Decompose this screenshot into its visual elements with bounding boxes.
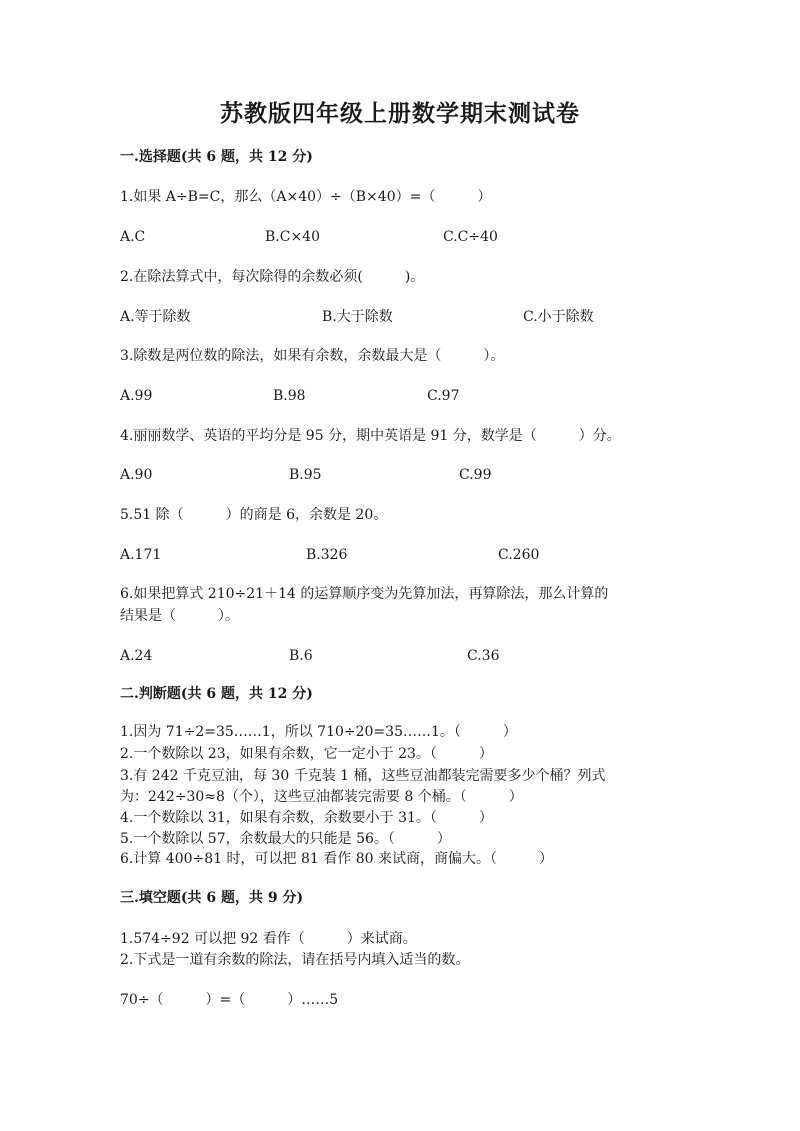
judgment-line: 4.一个数除以 31，如果有余数，余数要小于 31。（ ） bbox=[120, 810, 493, 826]
question-stem: 1.如果 A÷B=C，那么（A×40）÷（B×40）=（ ） bbox=[120, 189, 492, 205]
option-a: A.24 bbox=[120, 648, 153, 664]
section-heading-judgment: 二.判断题(共 6 题，共 12 分) bbox=[120, 686, 313, 702]
page-title: 苏教版四年级上册数学期末测试卷 bbox=[220, 100, 580, 127]
option-b: B.326 bbox=[306, 547, 348, 563]
question-stem-line: 结果是（ ）。 bbox=[120, 608, 239, 624]
option-b: B.95 bbox=[289, 467, 322, 483]
option-b: B.6 bbox=[289, 648, 313, 664]
division-equation: 70÷（ ）=（ ）……5 bbox=[120, 992, 339, 1008]
question-stem: 4.丽丽数学、英语的平均分是 95 分，期中英语是 91 分，数学是（ ）分。 bbox=[120, 428, 621, 444]
option-c: C.99 bbox=[459, 467, 492, 483]
section-heading-choice: 一.选择题(共 6 题，共 12 分) bbox=[120, 149, 313, 165]
option-b: B.C×40 bbox=[265, 229, 320, 245]
fill-line: 2.下式是一道有余数的除法，请在括号内填入适当的数。 bbox=[120, 952, 470, 968]
question-stem: 3.除数是两位数的除法，如果有余数，余数最大是（ ）。 bbox=[120, 348, 505, 364]
judgment-line: 为：242÷30≈8（个），这些豆油都装完需要 8 个桶。（ ） bbox=[120, 789, 523, 805]
section-heading-fill: 三.填空题(共 6 题，共 9 分) bbox=[120, 890, 304, 906]
judgment-line: 2.一个数除以 23，如果有余数，它一定小于 23。（ ） bbox=[120, 746, 493, 762]
judgment-line: 1.因为 71÷2=35……1，所以 710÷20=35……1。（ ） bbox=[120, 724, 517, 740]
judgment-line: 5.一个数除以 57，余数最大的只能是 56。（ ） bbox=[120, 831, 451, 847]
option-c: C.小于除数 bbox=[523, 309, 594, 325]
option-c: C.260 bbox=[498, 547, 540, 563]
option-a: A.90 bbox=[120, 467, 153, 483]
question-stem-line: 6.如果把算式 210÷21＋14 的运算顺序变为先算加法，再算除法，那么计算的 bbox=[120, 586, 609, 602]
question-stem: 5.51 除（ ）的商是 6，余数是 20。 bbox=[120, 507, 388, 523]
question-stem: 2.在除法算式中，每次除得的余数必须( )。 bbox=[120, 269, 425, 285]
option-a: A.171 bbox=[120, 547, 162, 563]
option-c: C.C÷40 bbox=[443, 229, 498, 245]
option-c: C.36 bbox=[467, 648, 500, 664]
fill-line: 1.574÷92 可以把 92 看作（ ）来试商。 bbox=[120, 931, 417, 947]
option-a: A.99 bbox=[120, 388, 153, 404]
option-a: A.C bbox=[120, 229, 146, 245]
option-b: B.大于除数 bbox=[322, 309, 393, 325]
option-b: B.98 bbox=[273, 388, 306, 404]
judgment-line: 3.有 242 千克豆油，每 30 千克装 1 桶，这些豆油都装完需要多少个桶？列式 bbox=[120, 768, 606, 784]
option-a: A.等于除数 bbox=[120, 309, 191, 325]
option-c: C.97 bbox=[427, 388, 460, 404]
judgment-line: 6.计算 400÷81 时，可以把 81 看作 80 来试商，商偏大。（ ） bbox=[120, 851, 553, 867]
